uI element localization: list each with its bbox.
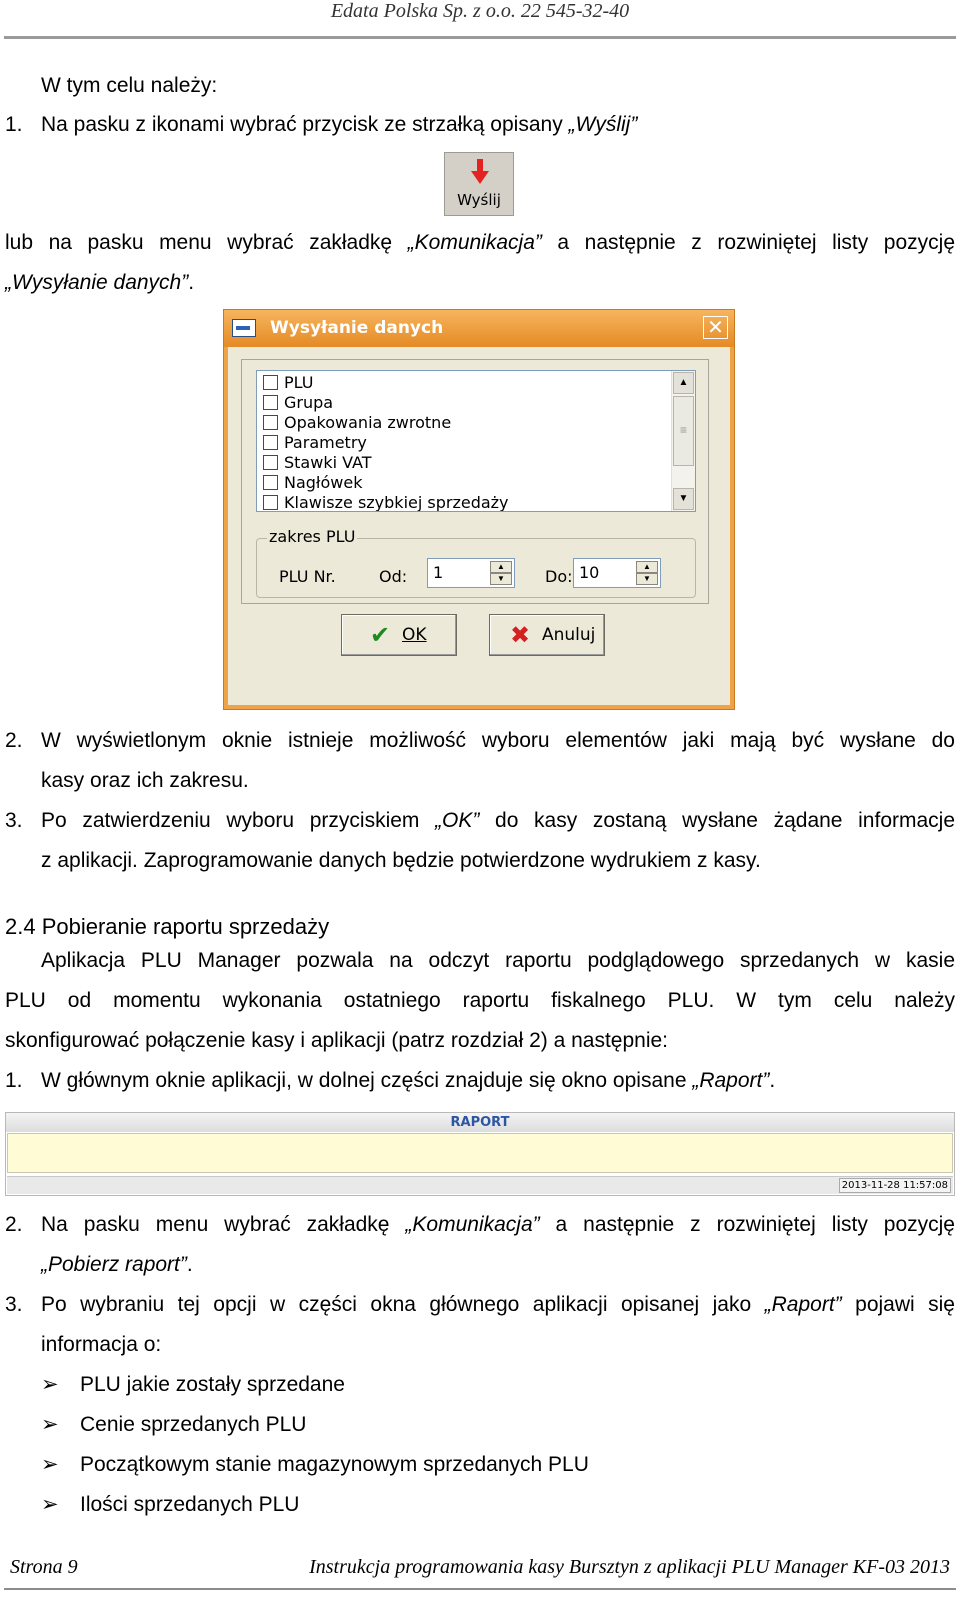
dialog-titlebar — [224, 310, 734, 347]
section-paragraph-2: PLU od momentu wykonania ostatniego raportu fiskalnego PLU. W tym celu należy — [5, 989, 955, 1012]
section-paragraph-3: skonfigurować połączenie kasy i aplikacji (patrz rozdział 2) a następnie: — [5, 1029, 668, 1052]
checkbox[interactable] — [263, 395, 278, 410]
after-step2-quoted: „Komunikacja” — [405, 1213, 540, 1236]
raport-title: RAPORT — [6, 1113, 954, 1132]
bullet-text: Ilości sprzedanych PLU — [80, 1493, 300, 1516]
scroll-thumb[interactable]: ≡ — [673, 396, 694, 466]
send-button[interactable] — [444, 152, 514, 216]
send-button-label: Wyślij — [457, 191, 501, 209]
step3-line-2: z aplikacji. Zaprogramowanie danych będzie potwierdzone wydrukiem z kasy. — [41, 849, 761, 872]
dialog-title: Wysyłanie danych — [270, 318, 444, 338]
step3-quoted: „OK” — [435, 809, 480, 832]
bullet-text: Cenie sprzedanych PLU — [80, 1413, 307, 1436]
cancel-button[interactable] — [489, 614, 605, 656]
after-step2-quoted-2: „Pobierz raport” — [41, 1253, 187, 1276]
cancel-label: Anuluj — [542, 625, 596, 645]
arrow-bullet-icon: ➢ — [41, 1413, 59, 1436]
step2-text: W wyświetlonym oknie istnieje możliwość wyboru elementów jaki mają być wysłane do — [41, 729, 955, 752]
footer-page-number: Strona 9 — [10, 1556, 78, 1578]
section-step1-text — [41, 1061, 775, 1101]
checkbox[interactable] — [263, 435, 278, 450]
after-step3-number: 3. — [5, 1293, 23, 1316]
section-paragraph-1: Aplikacja PLU Manager pozwala na odczyt raportu podglądowego sprzedanych w kasie — [41, 949, 955, 972]
after-step3-line-2: informacja o: — [41, 1333, 162, 1356]
step2-number: 2. — [5, 729, 23, 752]
after-step2-number: 2. — [5, 1213, 23, 1236]
step3-before: Po zatwierdzeniu wyboru przyciskiem — [41, 809, 436, 832]
step1-continuation — [5, 223, 955, 263]
ok-button[interactable] — [341, 614, 457, 656]
spin-down-icon[interactable]: ▼ — [490, 573, 512, 585]
section-step1-before: W głównym oknie aplikacji, w dolnej części znajduje się okno opisane — [41, 1069, 693, 1092]
do-value: 10 — [579, 563, 600, 582]
od-label: Od: — [379, 567, 408, 586]
checkbox[interactable] — [263, 455, 278, 470]
close-icon[interactable]: ✕ — [703, 316, 728, 339]
down-arrow-icon — [471, 159, 489, 185]
od-value: 1 — [433, 563, 444, 582]
scroll-down-icon[interactable]: ▼ — [673, 488, 694, 510]
list-item[interactable] — [263, 373, 313, 393]
bullet-text: Początkowym stanie magazynowym sprzedanych PLU — [80, 1453, 589, 1476]
cross-icon: ✖ — [510, 621, 531, 649]
list-item[interactable] — [263, 433, 367, 453]
after-step2-line-2 — [41, 1245, 193, 1285]
data-type-list[interactable] — [256, 370, 696, 512]
after-step2-after: a następnie z rozwiniętej listy pozycję — [539, 1213, 955, 1236]
list-item[interactable] — [263, 453, 372, 473]
step1-continuation-2 — [5, 263, 194, 303]
list-item[interactable] — [263, 413, 451, 433]
step1-quoted: „Wyślij” — [568, 113, 638, 136]
step1-cont2-quoted: „Wysyłanie danych” — [5, 271, 189, 294]
after-step3-before: Po wybraniu tej opcji w części okna głównego aplikacji opisanej jako — [41, 1293, 765, 1316]
plu-nr-label: PLU Nr. — [279, 567, 336, 586]
od-spinner[interactable] — [427, 558, 515, 588]
section-step1-after: . — [769, 1069, 776, 1092]
section-step1-number: 1. — [5, 1069, 23, 1092]
list-item-label: Stawki VAT — [284, 453, 372, 472]
header-rule — [4, 36, 956, 39]
checkbox[interactable] — [263, 375, 278, 390]
section-step1-quoted: „Raport” — [692, 1069, 770, 1092]
raport-timestamp: 2013-11-28 11:57:08 — [839, 1178, 951, 1193]
step1-cont2-after: . — [188, 271, 195, 294]
list-item[interactable] — [263, 473, 362, 493]
footer-title: Instrukcja programowania kasy Bursztyn z aplikacji PLU Manager KF-03 2013 — [309, 1556, 950, 1578]
checkmark-icon: ✔ — [370, 621, 391, 649]
list-item-label: Nagłówek — [284, 473, 363, 492]
raport-content-area — [7, 1133, 953, 1173]
list-item[interactable] — [263, 393, 333, 413]
checkbox[interactable] — [263, 495, 278, 510]
step1-number: 1. — [5, 113, 23, 136]
list-item-label: Grupa — [284, 393, 334, 412]
ok-label: OK — [402, 625, 427, 645]
step1-before: Na pasku z ikonami wybrać przycisk ze strzałką opisany — [41, 113, 569, 136]
spin-up-icon[interactable]: ▲ — [490, 561, 512, 573]
step2-line — [0, 721, 955, 761]
do-spin-buttons[interactable] — [636, 561, 658, 585]
step1-cont-after: a następnie z rozwiniętej listy pozycję — [541, 231, 956, 254]
intro-text: W tym celu należy: — [41, 74, 218, 97]
do-label: Do: — [545, 567, 573, 586]
list-item-label: Opakowania zwrotne — [284, 413, 452, 432]
dialog-client — [228, 347, 730, 705]
list-item[interactable] — [263, 493, 509, 512]
spin-up-icon[interactable]: ▲ — [636, 561, 658, 573]
checkbox[interactable] — [263, 415, 278, 430]
raport-status-bar — [7, 1176, 953, 1194]
after-step2-line — [0, 1205, 955, 1245]
scroll-up-icon[interactable]: ▲ — [673, 372, 694, 394]
arrow-bullet-icon: ➢ — [41, 1373, 59, 1396]
arrow-bullet-icon: ➢ — [41, 1453, 59, 1476]
after-step3-after: pojawi się — [841, 1293, 955, 1316]
step3-after: do kasy zostaną wysłane żądane informacje — [479, 809, 956, 832]
arrow-bullet-icon: ➢ — [41, 1493, 59, 1516]
section-heading: 2.4 Pobieranie raportu sprzedaży — [5, 914, 330, 939]
step1-cont-quoted: „Komunikacja” — [407, 231, 542, 254]
do-spinner[interactable] — [573, 558, 661, 588]
step3-line — [0, 801, 955, 841]
after-step2-before: Na pasku menu wybrać zakładkę — [41, 1213, 406, 1236]
bullet-text: PLU jakie zostały sprzedane — [80, 1373, 345, 1396]
od-spin-buttons[interactable] — [490, 561, 512, 585]
step1-text — [41, 105, 637, 145]
checkbox[interactable] — [263, 475, 278, 490]
step3-number: 3. — [5, 809, 23, 832]
list-scrollbar[interactable] — [671, 371, 695, 511]
plu-range-legend: zakres PLU — [269, 527, 356, 546]
after-step3-line — [0, 1285, 955, 1325]
spin-down-icon[interactable]: ▼ — [636, 573, 658, 585]
step2-line-2: kasy oraz ich zakresu. — [41, 769, 249, 792]
plu-range-group — [256, 527, 696, 598]
footer-rule — [4, 1588, 956, 1590]
list-item-label: Parametry — [284, 433, 367, 452]
after-step3-quoted: „Raport” — [764, 1293, 842, 1316]
list-item-label: Klawisze szybkiej sprzedaży — [284, 493, 509, 512]
app-icon — [232, 319, 256, 337]
step1-cont-before: lub na pasku menu wybrać zakładkę — [5, 231, 408, 254]
list-item-label: PLU — [284, 373, 314, 392]
send-data-dialog — [223, 309, 735, 710]
after-step2-period: . — [186, 1253, 193, 1276]
page-header: Edata Polska Sp. z o.o. 22 545-32-40 — [330, 0, 630, 22]
raport-panel — [5, 1112, 955, 1196]
